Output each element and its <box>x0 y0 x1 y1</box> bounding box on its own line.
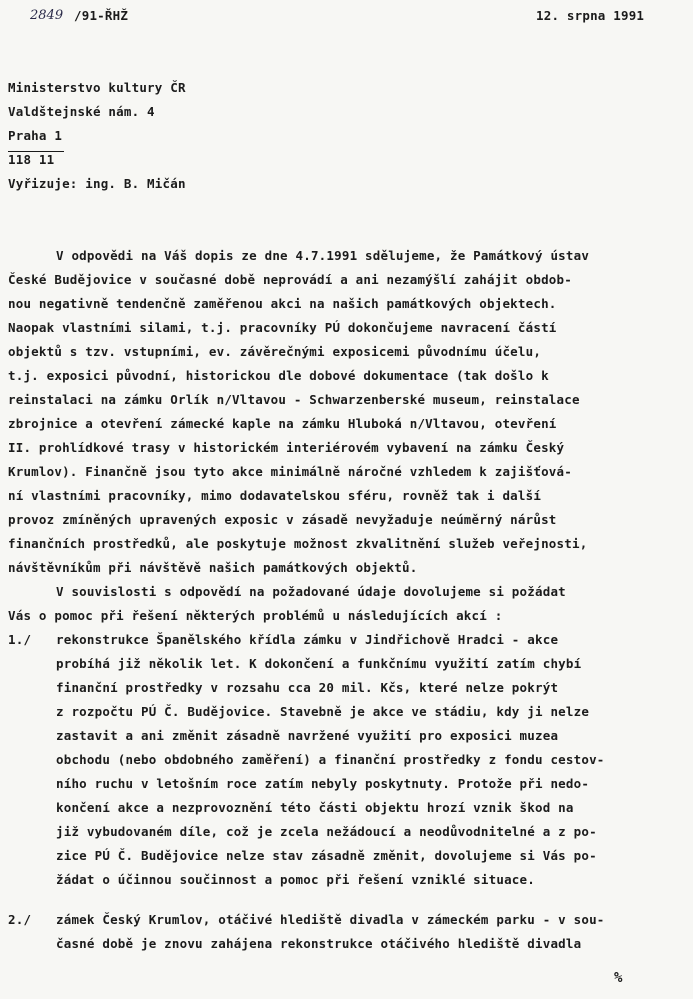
text-line: reinstalaci na zámku Orlík n/Vltavou - Schwarzenberské museum, reinstalace <box>8 392 580 407</box>
text-line: obchodu (nebo obdobného zaměření) a finanční prostředky z fondu cestov- <box>56 752 605 767</box>
text-line: návštěvníkům při návštěvě našich památkových objektů. <box>8 560 418 575</box>
reference-suffix: /91-ŘHŽ <box>74 8 129 23</box>
address-line-3: Praha 1 <box>8 128 63 143</box>
address-postcode: 118 11 <box>8 152 55 167</box>
address-line-2: Valdštejnské nám. 4 <box>8 104 155 119</box>
text-line: II. prohlídkové trasy v historickém interiérovém vybavení na zámku Český <box>8 440 565 455</box>
text-line: Naopak vlastními silami, t.j. pracovníky PÚ dokončujeme navracení částí <box>8 320 557 335</box>
text-line: objektů s tzv. vstupními, ev. závěrečnými exposicemi původnímu účelu, <box>8 344 542 359</box>
text-line: končení akce a nezprovoznění této části objektu hrozí vznik škod na <box>56 800 574 815</box>
letter-date: 12. srpna 1991 <box>536 8 645 23</box>
text-line: zámek Český Krumlov, otáčivé hlediště divadla v zámeckém parku - v sou- <box>56 912 605 927</box>
list-item-number: 1./ <box>8 632 32 647</box>
handler-line: Vyřizuje: ing. B. Mičán <box>8 176 186 191</box>
text-line: V souvislosti s odpovědí na požadované údaje dovolujeme si požádat <box>56 584 566 599</box>
text-line: provoz zmíněných upravených exposic v zásadě nevyžaduje neúměrný nárůst <box>8 512 557 527</box>
page-continuation-mark: % <box>614 970 623 986</box>
text-line: rekonstrukce Španělského křídla zámku v Jindřichově Hradci - akce <box>56 632 559 647</box>
text-line: t.j. exposici původní, historickou dle dobové dokumentace (tak došlo k <box>8 368 549 383</box>
text-line: zastavit a ani změnit zásadně navržené využití pro exposici muzea <box>56 728 559 743</box>
text-line: V odpovědi na Váš dopis ze dne 4.7.1991 sdělujeme, že Památkový ústav <box>56 248 590 263</box>
list-item-number: 2./ <box>8 912 32 927</box>
text-line: finanční prostředky v rozsahu cca 20 mil. Kčs, které nelze pokrýt <box>56 680 559 695</box>
text-line: zice PÚ Č. Budějovice nelze stav zásadně změnit, dovolujeme si Vás po- <box>56 848 597 863</box>
text-line: probíhá již několik let. K dokončení a funkčnímu využití zatím chybí <box>56 656 582 671</box>
text-line: Krumlov). Finančně jsou tyto akce minimálně náročné vzhledem k zajišťová- <box>8 464 572 479</box>
address-line-1: Ministerstvo kultury ČR <box>8 80 186 95</box>
text-line: finančních prostředků, ale poskytuje možnost zkvalitnění služeb veřejnosti, <box>8 536 588 551</box>
text-line: z rozpočtu PÚ Č. Budějovice. Stavebně je akce ve stádiu, kdy ji nelze <box>56 704 590 719</box>
text-line: nou negativně tendenčně zaměřenou akci na našich památkových objektech. <box>8 296 557 311</box>
text-line: žádat o účinnou součinnost a pomoc při řešení vzniklé situace. <box>56 872 535 887</box>
handwritten-reference-number: 2849 <box>30 8 64 23</box>
text-line: časné době je znovu zahájena rekonstrukce otáčivého hlediště divadla <box>56 936 582 951</box>
text-line: zbrojnice a otevření zámecké kaple na zámku Hluboká n/Vltavou, otevření <box>8 416 557 431</box>
text-line: Vás o pomoc při řešení některých problémů u následujících akcí : <box>8 608 503 623</box>
text-line: ní vlastními pracovníky, mimo dodavatelskou sféru, rovněž tak i další <box>8 488 542 503</box>
text-line: již vybudovaném díle, což je zcela nežádoucí a neodůvodnitelné a z po- <box>56 824 597 839</box>
text-line: ního ruchu v letošním roce zatím nebyly poskytnuty. Protože při nedo- <box>56 776 590 791</box>
text-line: České Budějovice v současné době neprovádí a ani nezamýšlí zahájit obdob- <box>8 272 572 287</box>
